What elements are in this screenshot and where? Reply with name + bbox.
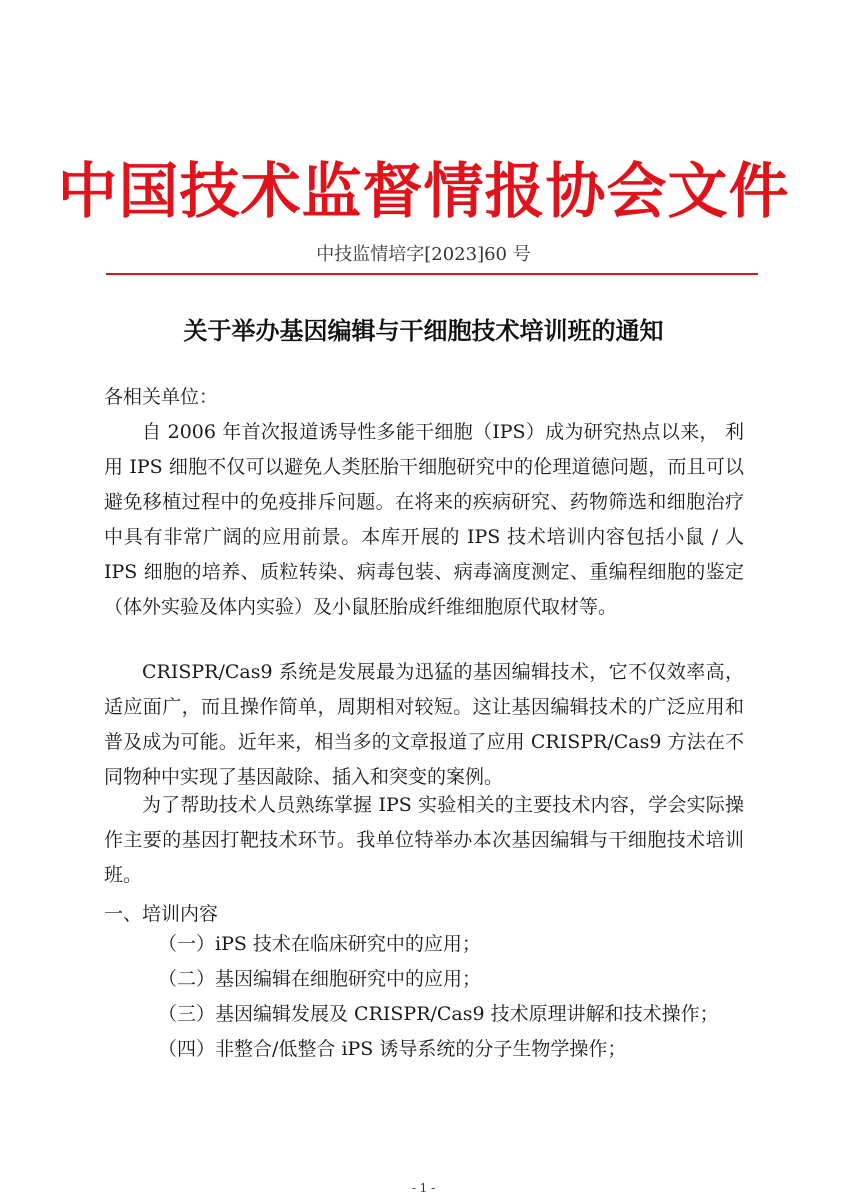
list-item: （三）基因编辑发展及 CRISPR/Cas9 技术原理讲解和技术操作； (158, 1003, 719, 1025)
document-number: 中技监情培字[2023]60 号 (316, 244, 531, 265)
training-content-list (158, 927, 758, 1067)
page-number: - 1 - (411, 1181, 436, 1195)
list-item: （二）基因编辑在细胞研究中的应用； (158, 968, 482, 990)
document-header-title: 中国技术监督情报协会文件 (57, 157, 790, 227)
paragraph-ips-intro: 自 2006 年首次报道诱导性多能干细胞（IPS）成为研究热点以来， 利用 IPS 细胞不仅可以避免人类胚胎干细胞研究中的伦理道德问题，而且可以避免移植过程中的免疫排斥问题。在将来的疾病研究、药物筛选和细胞治疗中具有非常广阔的应用前景。本库开展的 IPS 技术培训内容包括小鼠 / 人 IPS 细胞的培养、质粒转染、病毒包装、病毒滴度测定、重编程细胞的鉴定（体外实验及体内实验）及小鼠胚胎成纤维细胞原代取材等。 (104, 421, 744, 618)
paragraph-crispr: CRISPR/Cas9 系统是发展最为迅猛的基因编辑技术，它不仅效率高，适应面广，而且操作简单，周期相对较短。这让基因编辑技术的广泛应用和普及成为可能。近年来，相当多的文章报道了应用 CRISPR/Cas9 方法在不同物种中实现了基因敲除、插入和突变的案例。 (104, 661, 744, 788)
header-divider (106, 273, 758, 275)
list-item: （一）iPS 技术在临床研究中的应用； (158, 933, 481, 955)
notice-title: 关于举办基因编辑与干细胞技术培训班的通知 (183, 316, 664, 345)
salutation: 各相关单位： (104, 386, 219, 408)
list-item: （四）非整合/低整合 iPS 诱导系统的分子生物学操作； (158, 1038, 627, 1060)
paragraph-purpose: 为了帮助技术人员熟练掌握 IPS 实验相关的主要技术内容，学会实际操作主要的基因打靶技术环节。我单位特举办本次基因编辑与干细胞技术培训班。 (104, 794, 744, 886)
section-heading-training-content: 一、培训内容 (104, 903, 219, 925)
